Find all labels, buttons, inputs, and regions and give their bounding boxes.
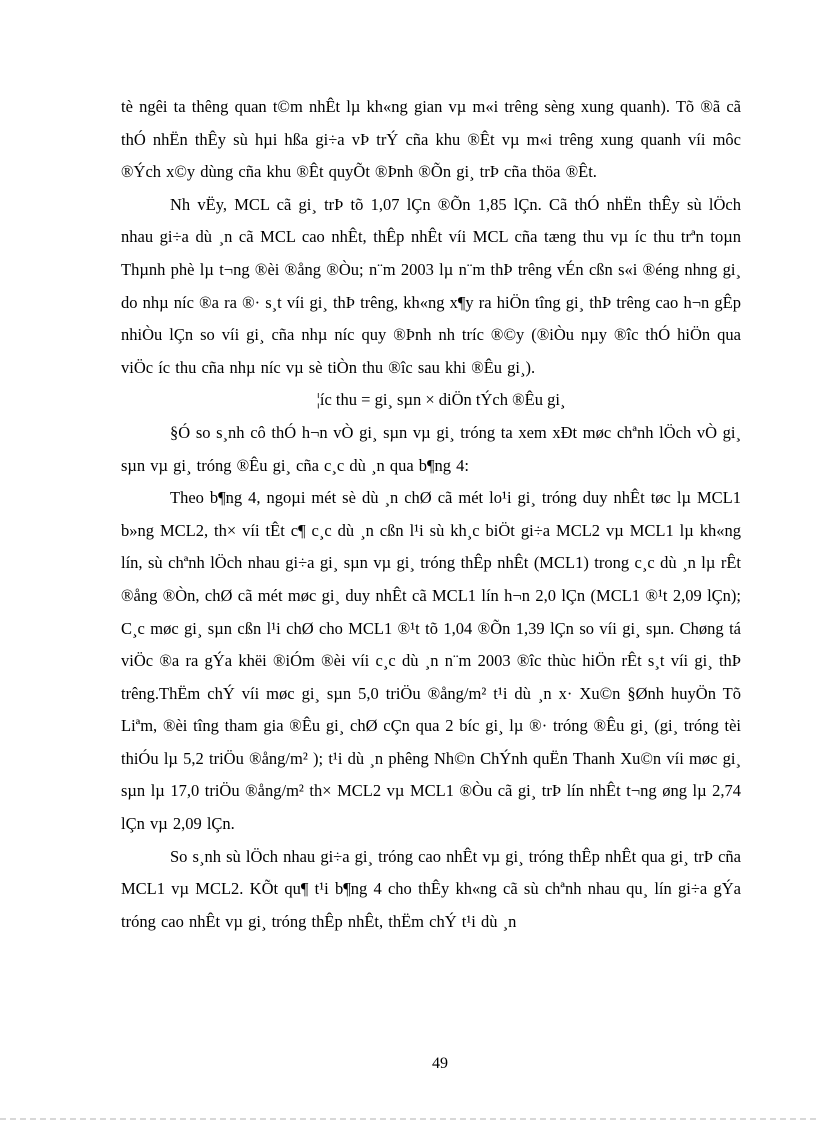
paragraph-5: So s¸nh sù lÖch nhau gi÷a gi¸ tróng cao nhÊt vµ gi¸ tróng thÊp nhÊt qua gi¸ trÞ cña MCL1 vµ MCL2. KÕt qu¶ t¹i b¶ng 4 cho thÊy kh«ng cã sù chªnh nhau qu¸ lín gi÷a gÝa tróng cao nhÊt vµ gi¸ tróng thÊp nhÊt, thËm chÝ t¹i dù ¸n — [121, 846, 741, 931]
paragraph-2: Nh vËy, MCL cã gi¸ trÞ tõ 1,07 lÇn ®Õn 1,85 lÇn. Cã thÓ nhËn thÊy sù lÖch nhau gi÷a dù ¸n cã MCL cao nhÊt, thÊp nhÊt víi MCL cña tæng thu vµ íc thu trªn toµn Thµnh phè lµ t¬ng ®èi ®ång ®Òu; n¨m 2003 lµ n¨m thÞ trêng vÉn cßn s«i ®éng nhng gi¸ do nhµ níc ®a ra ®· s¸t víi gi¸ thÞ trêng, kh«ng x¶y ra hiÖn tîng gi¸ thÞ trêng cao h¬n gÊp nhiÒu lÇn so víi gi¸ cña nhµ níc quy ®Þnh nh tríc ®©y (®iÒu nµy ®îc thÓ hiÖn qua viÖc íc thu cña nhµ níc vµ sè tiÒn thu ®îc sau khi ®Êu gi¸). — [121, 194, 741, 377]
paragraph-4: Theo b¶ng 4, ngoµi mét sè dù ¸n chØ cã mét lo¹i gi¸ tróng duy nhÊt tøc lµ MCL1 b»ng MCL2, th× víi tÊt c¶ c¸c dù ¸n cßn l¹i sù kh¸c biÖt gi÷a MCL2 vµ MCL1 lµ kh«ng lín, sù chªnh lÖch nhau gi÷a gi¸ sµn vµ gi¸ tróng thÊp nhÊt (MCL1) trong c¸c dù ¸n lµ rÊt ®ång ®Òn, chØ cã mét møc gi¸ duy nhÊt cã MCL1 lín h¬n 2,0 lÇn (MCL1 ®¹t 2,09 lÇn); C¸c møc gi¸ sµn cßn l¹i chØ cho MCL1 ®¹t tõ 1,04 ®Õn 1,39 lÇn so víi gi¸ sµn. Chøng tá viÖc ®a ra gÝa khëi ®iÓm ®èi víi c¸c dù ¸n n¨m 2003 ®îc thùc hiÖn rÊt s¸t víi gi¸ thÞ trêng.ThËm chÝ víi møc gi¸ sµn 5,0 triÖu ®ång/m² t¹i dù ¸n x· Xu©n §Ønh huyÖn Tõ Liªm, ®èi tîng tham gia ®Êu gi¸ chØ cÇn qua 2 bíc gi¸ lµ ®· tróng ®Êu gi¸ (gi¸ tróng tèi thiÓu lµ 5,2 triÖu ®ång/m² ); t¹i dù ¸n phêng Nh©n ChÝnh quËn Thanh Xu©n víi møc gi¸ sµn lµ 17,0 triÖu ®ång/m² th× MCL2 vµ MCL1 ®Òu cã gi¸ trÞ lín nhÊt t¬ng øng lµ 2,74 lÇn vµ 2,09 lÇn. — [121, 488, 741, 834]
paragraph-3: §Ó so s¸nh cô thÓ h¬n vÒ gi¸ sµn vµ gi¸ tróng ta xem xÐt møc chªnh lÖch vÒ gi¸ sµn vµ gi¸ tróng ®Êu gi¸ cña c¸c dù ¸n qua b¶ng 4: — [121, 422, 741, 475]
bottom-divider — [0, 1118, 816, 1120]
page-number: 49 — [432, 1055, 448, 1072]
body-text — [121, 91, 741, 938]
formula-line: ¦íc thu = gi¸ sµn × diÖn tÝch ®Êu gi¸ — [316, 390, 566, 410]
paragraph-1: tè ngêi ta thêng quan t©m nhÊt lµ kh«ng gian vµ m«i trêng sèng xung quanh). Tõ ®ã cã thÓ nhËn thÊy sù hµi hßa gi÷a vÞ trÝ cña khu ®Êt vµ m«i trêng xung quanh víi môc ®Ých x©y dùng cña khu ®Êt quyÕt ®Þnh ®Õn gi¸ trÞ cña thöa ®Êt. — [121, 97, 741, 182]
